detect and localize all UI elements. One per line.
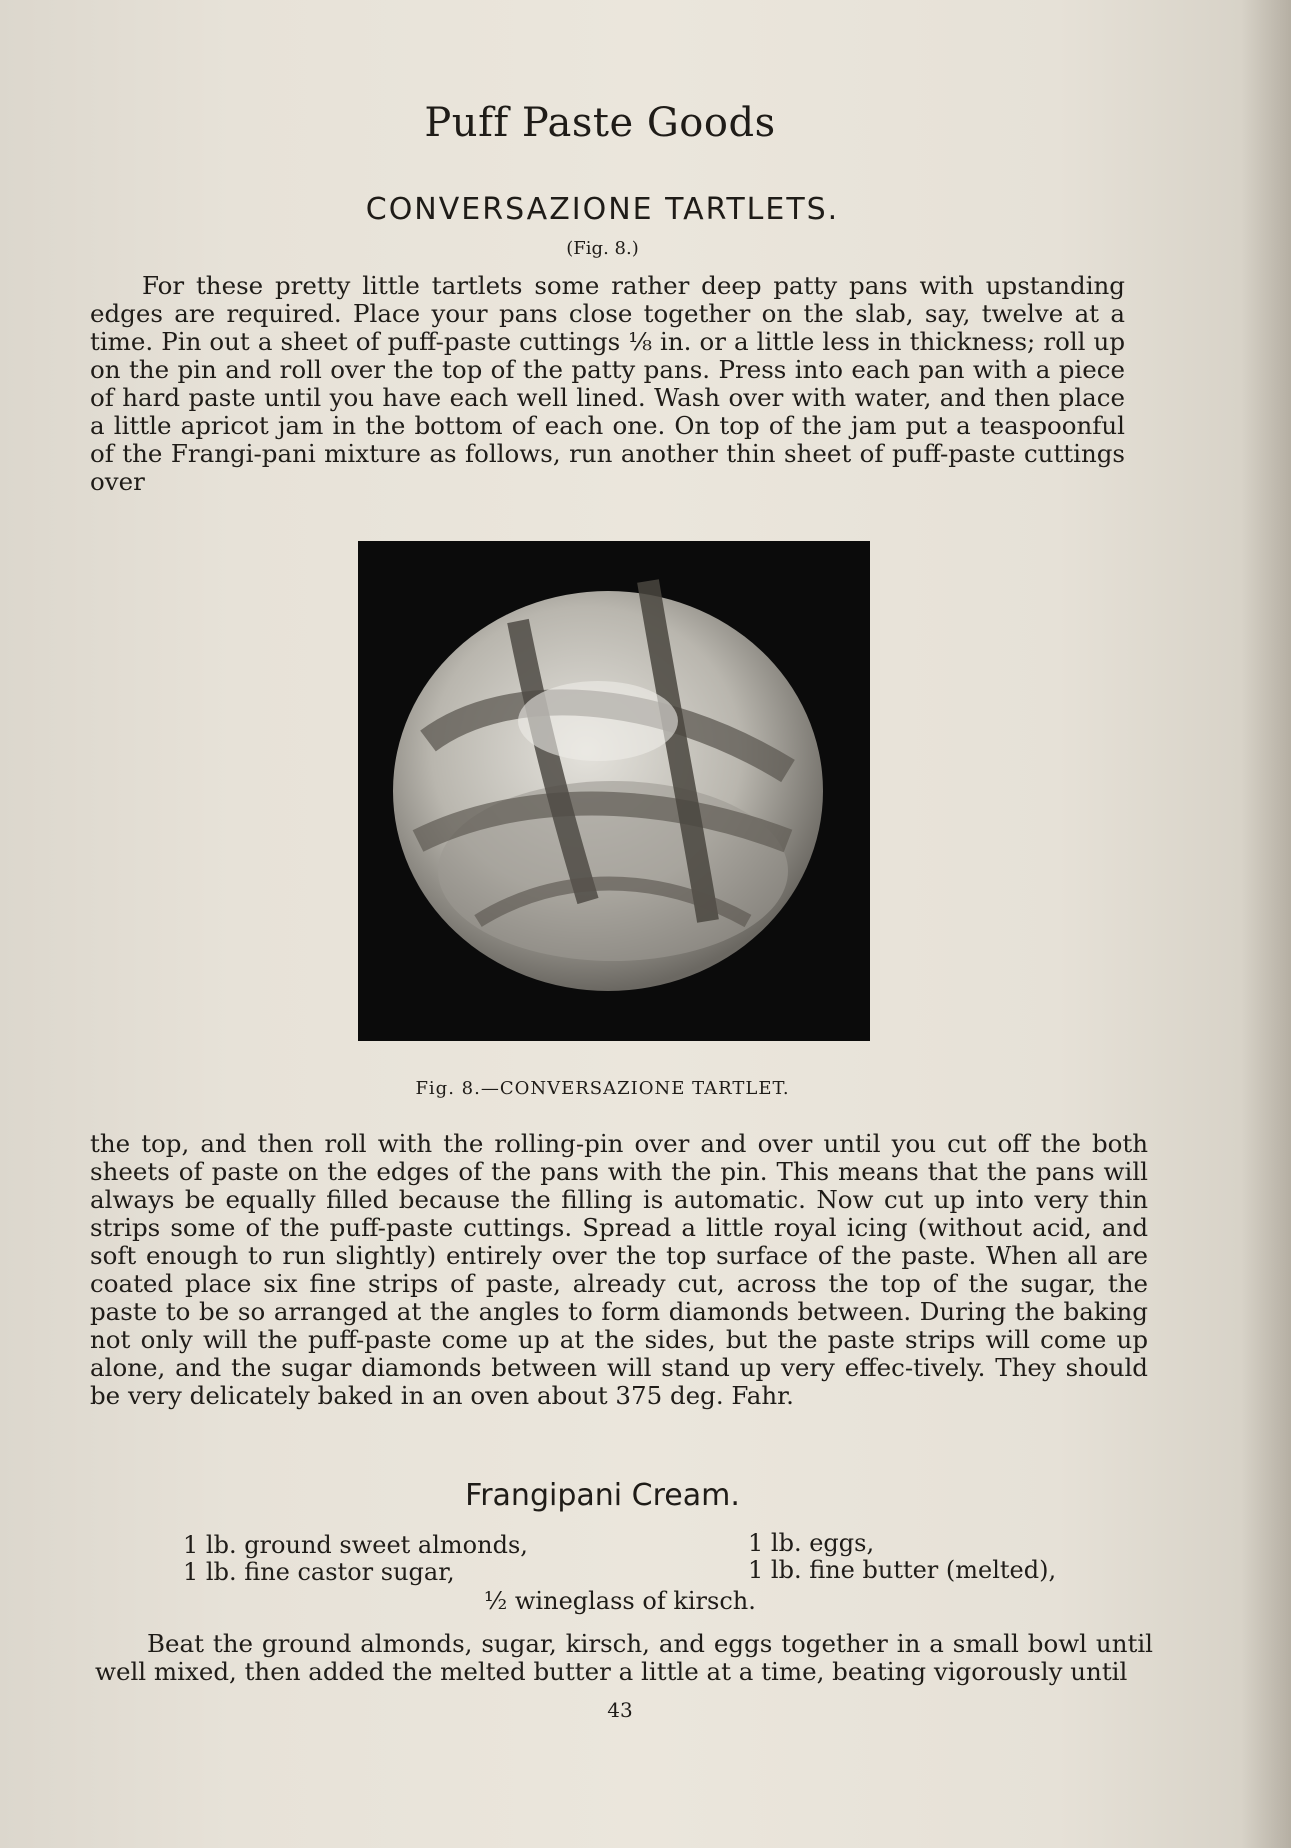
figure-caption: Fig. 8.—CONVERSAZIONE TARTLET. [415,1078,790,1099]
section-title: CONVERSAZIONE TARTLETS. [365,192,840,227]
page-gutter-shadow [1241,0,1291,1848]
running-head: Puff Paste Goods [424,100,776,146]
tartlet-illustration [358,541,870,1041]
paragraph-intro [90,272,1125,496]
ingredient-kirsch: ½ wineglass of kirsch. [484,1587,756,1615]
ingredient-almonds: 1 lb. ground sweet almonds, [183,1531,528,1559]
figure-reference: (Fig. 8.) [566,238,639,259]
tartlet-photo [358,541,870,1041]
paragraph-frangipani-text: Beat the ground almonds, sugar, kirsch, and eggs together in a small bowl until well mixed, then added the melted butter a little at a time, beating vigorously until [95,1629,1153,1686]
recipe-subtitle: Frangipani Cream. [465,1478,740,1513]
paragraph-intro-text: For these pretty little tartlets some rather deep patty pans with upstanding edges are required. Place your pans close together on the slab, say, twelve at a time. Pin out a sheet of puff-paste cuttings ⅛ in. or a little less in thickness; roll up on the pin and roll over the top of the patty pans. Press into each pan with a piece of hard paste until you have each well lined. Wash over with water, and then place a little apricot jam in the bottom of each one. On top of the jam put a teaspoonful of the Frangi-pani mixture as follows, run another thin sheet of puff-paste cuttings over [90,271,1125,496]
paragraph-frangipani [95,1630,1153,1686]
ingredient-sugar: 1 lb. fine castor sugar, [183,1558,455,1586]
ingredient-butter: 1 lb. fine butter (melted), [748,1556,1057,1584]
ingredient-eggs: 1 lb. eggs, [748,1529,875,1557]
paragraph-method: the top, and then roll with the rolling-pin over and over until you cut off the both sheets of paste on the edges of the pans with the pin. This means that the pans will always be equally filled because the filling is automatic. Now cut up into very thin strips some of the puff-paste cuttings. Spread a little royal icing (without acid, and soft enough to run slightly) entirely over the top surface of the paste. When all are coated place six fine strips of paste, already cut, across the top of the sugar, the paste to be so arranged at the angles to form diamonds between. During the baking not only will the puff-paste come up at the sides, but the paste strips will come up alone, and the sugar diamonds between will stand up very effec-tively. They should be very delicately baked in an oven about 375 deg. Fahr. [90,1129,1148,1410]
page-number: 43 [607,1698,633,1722]
